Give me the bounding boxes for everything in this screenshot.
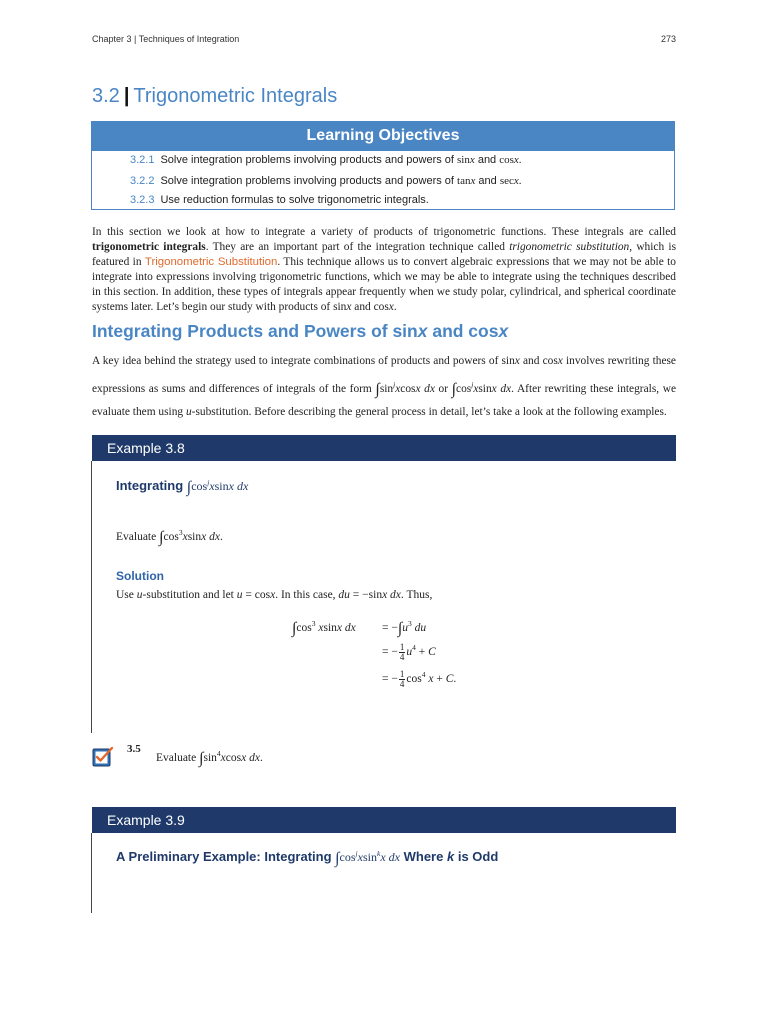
solution-label: Solution xyxy=(116,569,164,583)
running-head xyxy=(92,34,676,44)
objective-item: 3.2.3 Use reduction formulas to solve trigonometric integrals. xyxy=(130,194,429,206)
trig-substitution-link[interactable]: Trigonometric Substitution xyxy=(144,256,278,268)
equation-line-3: = − $\frac{1}{4}$ $\cos^4 x + C$. xyxy=(382,669,457,689)
solution-text: Use u-substitution and let u = cosx. In this case, du = −sinx dx. Thus, xyxy=(116,589,433,601)
checkpoint-icon xyxy=(92,745,114,767)
example-3-9-rule xyxy=(91,833,92,913)
example-3-8-problem: Evaluate $\int\cos^3xsinx$ dx. xyxy=(116,528,223,546)
objective-number: 3.2.3 xyxy=(130,194,155,206)
equation-line-2: = − $\frac{1}{4}$ $u^4 + C$ xyxy=(382,642,436,662)
objective-item: 3.2.2 Solve integration problems involving products and powers of tanx and secx. xyxy=(130,175,522,187)
objective-item: 3.2.1 Solve integration problems involving products and powers of sinx and cosx. xyxy=(130,154,522,166)
example-3-8-title: Integrating $\int\cos^jxsinx$ dx xyxy=(116,478,249,496)
chapter-title: Chapter 3 | Techniques of Integration xyxy=(92,34,240,44)
equation-line-1: $\int\cos^3$ xsinx dx xyxy=(292,619,356,637)
subsection-heading: Integrating Products and Powers of sinx and cosx xyxy=(92,321,509,341)
objective-number: 3.2.1 xyxy=(130,154,155,166)
equation-line-1-rhs: = $-\int u^3$ du xyxy=(382,619,427,637)
checkpoint-problem: Evaluate $\int\sin^4xcosx$ dx. xyxy=(156,749,263,767)
learning-objectives-heading: Learning Objectives xyxy=(92,122,674,151)
objective-number: 3.2.2 xyxy=(130,175,155,187)
section-number: 3.2 xyxy=(92,85,120,107)
learning-objectives-box xyxy=(91,121,675,210)
checkpoint-number: 3.5 xyxy=(127,743,141,755)
section-name: Trigonometric Integrals xyxy=(133,85,338,107)
intro-paragraph: In this section we look at how to integrate a variety of products of trigonometric functions. These integrals are called trigonometric integrals. They are an important part of the integration technique called trigonometric substitution, which is featured in Trigonometric Substitution. This technique allows us to convert algebraic expressions that we may not be able to integrate into expressions involving trigonometric functions, which we may be able to integrate using the techniques described in this section. In addition, these types of integrals appear frequently when we study polar, cylindrical, and spherical coordinate systems later. Let’s begin our study with products of sinx and cosx. xyxy=(92,226,677,313)
example-3-9-title: A Preliminary Example: Integrating $\int\cos^jxsin^kx$ dx Where k is Odd xyxy=(116,849,499,867)
section-title: 3.2 | Trigonometric Integrals xyxy=(92,85,338,107)
example-3-8-header: Example 3.8 xyxy=(92,435,676,461)
example-3-9-header: Example 3.9 xyxy=(92,807,676,833)
example-3-8-rule xyxy=(91,461,92,733)
key-idea-paragraph: A key idea behind the strategy used to integrate combinations of products and powers of sinx and cosx involves rewriting these expressions as sums and differences of integrals of the form $\int\sin^jxcosx$ dx or $\int\cos^jxsinx$ dx. After rewriting these integrals, we evaluate them using u-substitution. Before describing the general process in detail, let’s take a look at the following examples. xyxy=(92,355,677,418)
page-number: 273 xyxy=(660,34,676,44)
